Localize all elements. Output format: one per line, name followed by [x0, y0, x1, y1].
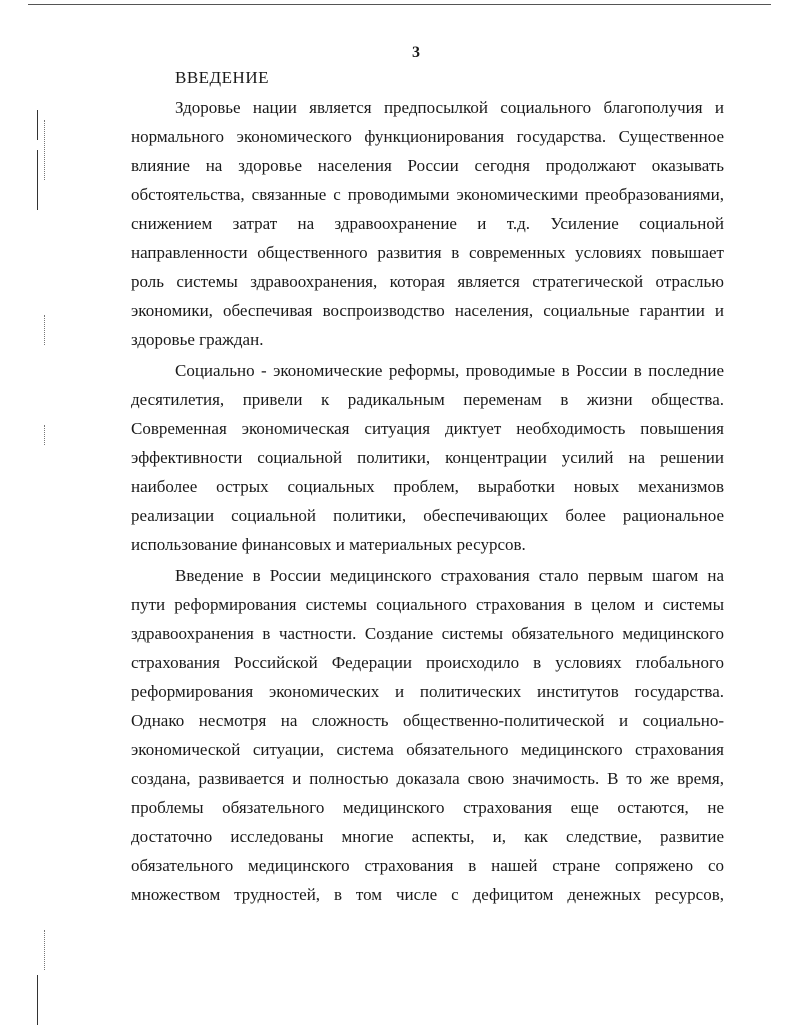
text-line: экономики, обеспечивая воспроизводство населения, социальные гарантии и: [131, 301, 724, 320]
text-line: роль системы здравоохранения, которая является стратегической отраслью: [131, 272, 724, 291]
text-line: снижением затрат на здравоохранение и т.д. Усиление социальной: [131, 214, 724, 233]
text-line: страхования Российской Федерации происходило в условиях глобального: [131, 653, 724, 672]
text-line: создана, развивается и полностью доказала свою значимость. В то же время,: [131, 769, 724, 788]
text-line: здоровье граждан.: [131, 330, 264, 349]
scan-margin-mark: [37, 150, 38, 210]
scan-top-edge: [28, 4, 771, 5]
scan-margin-dots: [44, 315, 47, 345]
text-line: пути реформирования системы социального страхования в целом и системы: [131, 595, 724, 614]
text-line: наиболее острых социальных проблем, выработки новых механизмов: [131, 477, 724, 496]
text-line: эффективности социальной политики, концентрации усилий на решении: [131, 448, 724, 467]
text-line: проблемы обязательного медицинского страхования еще остаются, не: [131, 798, 724, 817]
text-line: здравоохранения в частности. Создание системы обязательного медицинского: [131, 624, 724, 643]
text-line: множеством трудностей, в том числе с дефицитом денежных ресурсов,: [131, 885, 724, 904]
text-line: Здоровье нации является предпосылкой социального благополучия и: [175, 98, 724, 117]
text-line: десятилетия, привели к радикальным переменам в жизни общества.: [131, 390, 724, 409]
scan-margin-mark: [37, 975, 38, 1025]
scan-margin-mark: [37, 110, 38, 140]
text-line: Введение в России медицинского страхования стало первым шагом на: [175, 566, 724, 585]
text-line: реформирования экономических и политических институтов государства.: [131, 682, 724, 701]
page-number: 3: [412, 44, 420, 61]
section-heading: ВВЕДЕНИЕ: [175, 68, 269, 87]
text-line: нормального экономического функционирования государства. Существенное: [131, 127, 724, 146]
text-line: Социально - экономические реформы, проводимые в России в последние: [175, 361, 724, 380]
text-line: Однако несмотря на сложность общественно-политической и социально-: [131, 711, 724, 730]
text-line: Современная экономическая ситуация диктует необходимость повышения: [131, 419, 724, 438]
text-line: достаточно исследованы многие аспекты, и, как следствие, развитие: [131, 827, 724, 846]
text-line: обстоятельства, связанные с проводимыми экономическими преобразованиями,: [131, 185, 724, 204]
text-line: направленности общественного развития в современных условиях повышает: [131, 243, 724, 262]
text-line: использование финансовых и материальных ресурсов.: [131, 535, 526, 554]
text-line: экономической ситуации, система обязательного медицинского страхования: [131, 740, 724, 759]
text-line: влияние на здоровье населения России сегодня продолжают оказывать: [131, 156, 724, 175]
text-line: реализации социальной политики, обеспечивающих более рациональное: [131, 506, 724, 525]
scan-margin-dots: [44, 120, 47, 180]
text-line: обязательного медицинского страхования в нашей стране сопряжено со: [131, 856, 724, 875]
scan-margin-dots: [44, 425, 47, 445]
scan-margin-dots: [44, 930, 47, 970]
